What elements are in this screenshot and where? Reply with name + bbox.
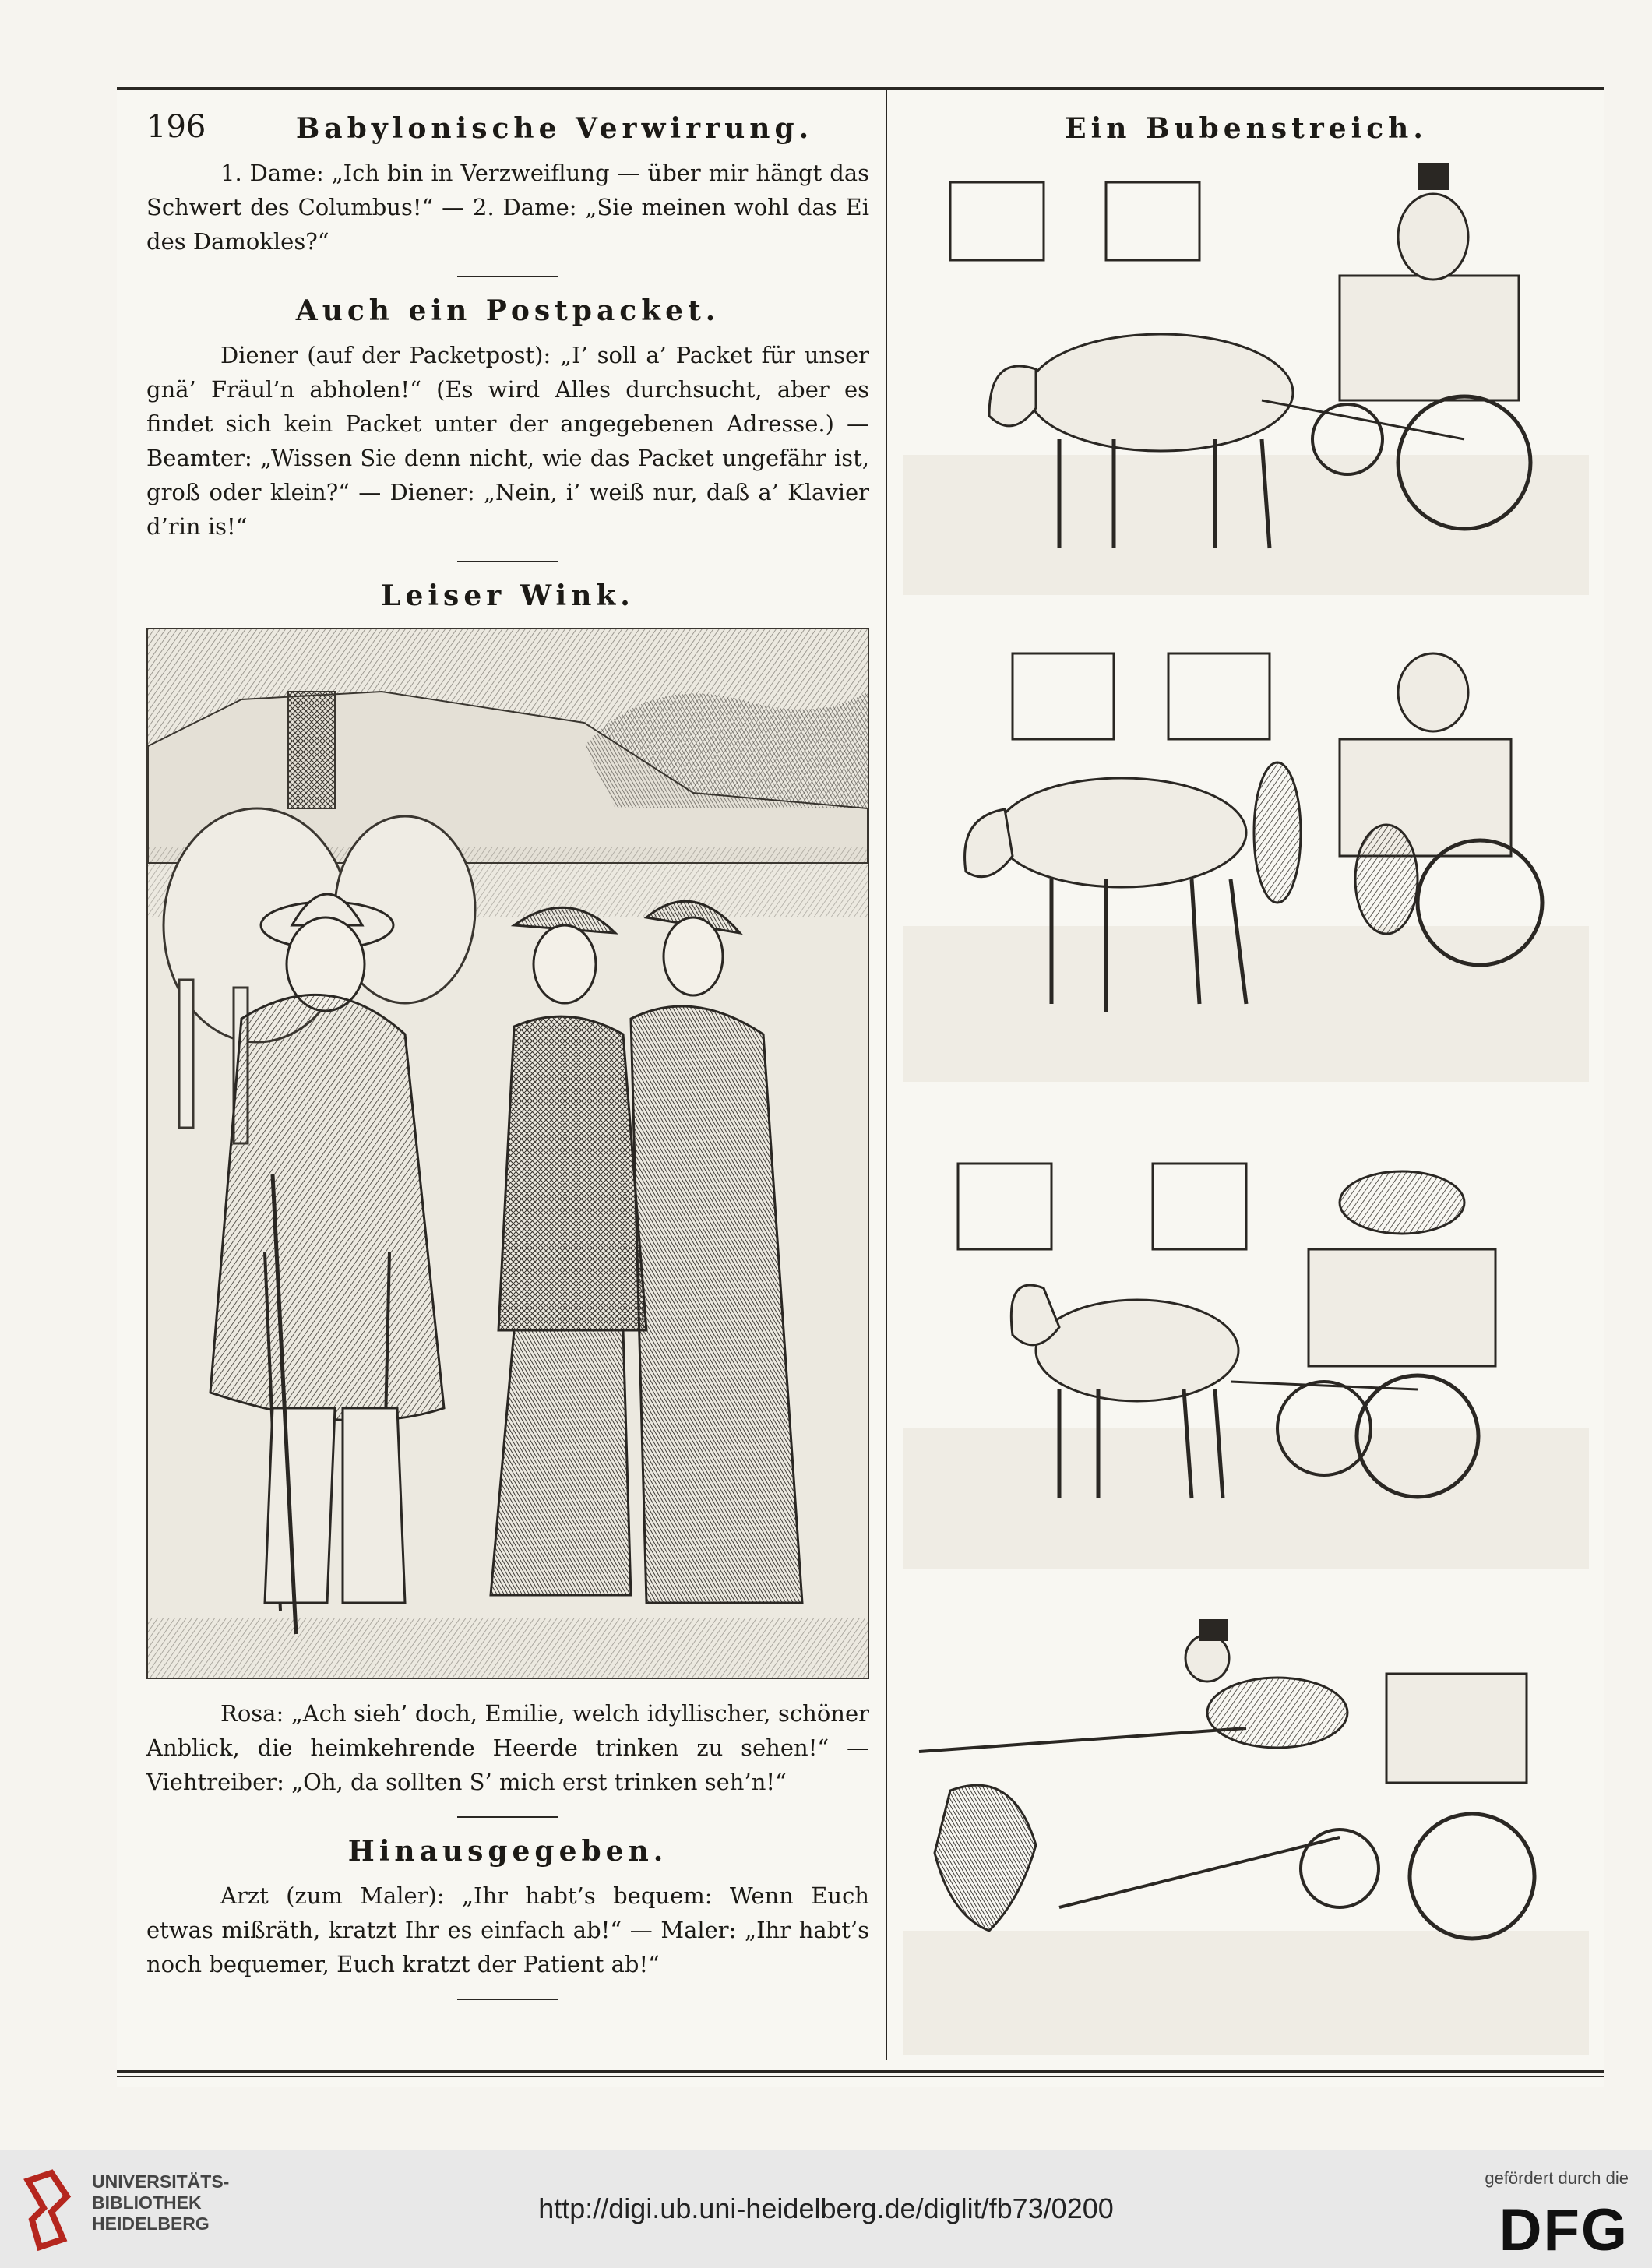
separator-rule: [457, 561, 558, 562]
title-leiser-wink: Leiser Wink.: [381, 579, 635, 612]
library-name-line: UNIVERSITÄTS-: [92, 2171, 230, 2192]
bubenstreich-panel-1: [903, 159, 1589, 595]
separator-rule: [457, 1999, 558, 2000]
text-leiser-wink: Rosa: „Ach sieh’ doch, Emilie, welch idyllischer, schöner Anblick, die heimkehrende Heerde trinken zu sehen!“ — Viehtreiber: „Oh, da sollten S’ mich erst trinken seh’n!“: [146, 1700, 869, 1795]
text-babylonische-verwirrung: 1. Dame: „Ich bin in Verzweiflung — über mir hängt das Schwert des Columbus!“ — 2. Dame: „Sie meinen wohl das Ei des Damokles?“: [146, 160, 869, 255]
funded-by-text: gefördert durch die: [1485, 2168, 1629, 2188]
engraving-drover-and-ladies: [148, 629, 868, 1678]
dfg-logo: DFG: [1499, 2197, 1629, 2263]
heading-row: [146, 109, 869, 156]
engraving-driver-falling: [903, 1619, 1589, 2055]
right-column: [903, 109, 1589, 2106]
engraving-driver-waking: [903, 1132, 1589, 1569]
source-url-link[interactable]: http://digi.ub.uni-heidelberg.de/diglit/fb73/0200: [538, 2192, 1114, 2224]
bubenstreich-panel-4: [903, 1619, 1589, 2055]
title-babylonische-verwirrung: Babylonische Verwirrung.: [295, 112, 814, 145]
title-ein-bubenstreich: Ein Bubenstreich.: [1065, 112, 1428, 145]
library-name-line: BIBLIOTHEK: [92, 2192, 202, 2213]
text-hinausgegeben: Arzt (zum Maler): „Ihr habt’s bequem: Wenn Euch etwas mißräth, kratzt Ihr es einfach ab!“ — Maler: „Ihr habt’s noch bequemer, Euch kratzt der Patient ab!“: [146, 1882, 869, 1977]
top-frame-rule: [117, 87, 1604, 90]
library-name-line: HEIDELBERG: [92, 2213, 210, 2234]
engraving-cab-waiting: [903, 159, 1589, 595]
title-auch-ein-postpacket: Auch ein Postpacket.: [295, 294, 720, 327]
bubenstreich-panel-3: [903, 1132, 1589, 1569]
separator-rule: [457, 1816, 558, 1818]
text-auch-ein-postpacket: Diener (auf der Packetpost): „I’ soll a’ Packet für unser gnä’ Fräul’n abholen!“ (Es wird Alles durchsucht, aber es findet sich kein Packet unter der angegebenen Adresse.) — Beamter: „Wissen Sie denn nicht, wie das Packet ungefähr ist, groß oder klein?“ — Diener: „Nein, i’ weiß nur, daß a’ Klavier d’rin is!“: [146, 342, 869, 540]
separator-rule: [457, 276, 558, 277]
left-column: [146, 109, 869, 2017]
engraving-boys-unhitching: [903, 646, 1589, 1082]
illustration-leiser-wink: [146, 628, 869, 1679]
column-divider: [886, 90, 887, 2060]
bubenstreich-panel-2: [903, 646, 1589, 1082]
title-hinausgegeben: Hinausgegeben.: [347, 1835, 668, 1868]
page-number: 196: [146, 109, 206, 145]
